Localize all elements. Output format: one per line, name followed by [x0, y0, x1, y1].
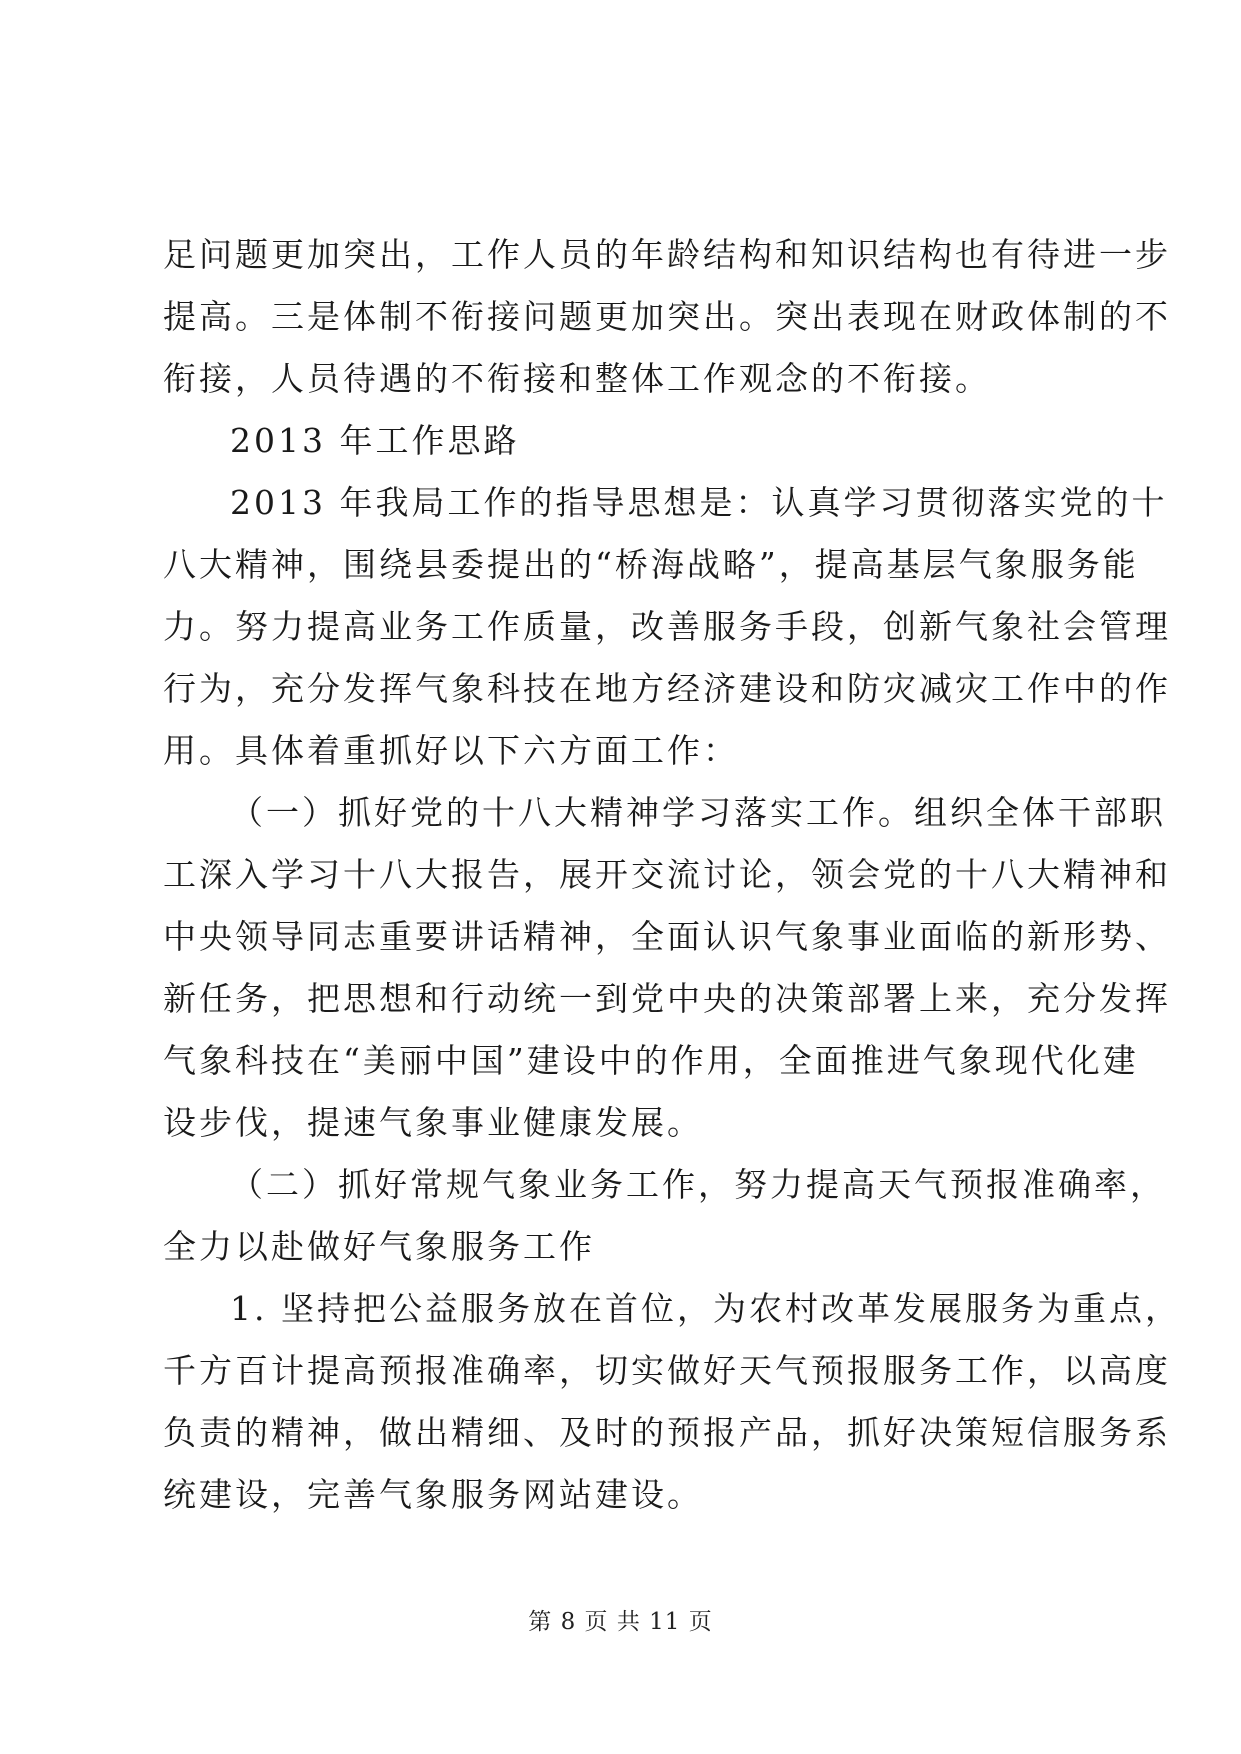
text-line: 2013 年我局工作的指导思想是：认真学习贯彻落实党的十	[230, 483, 1168, 522]
text-line: 气象科技在“美丽中国”建设中的作用，全面推进气象现代化建	[163, 1041, 1139, 1080]
text-line: 工深入学习十八大报告，展开交流讨论，领会党的十八大精神和	[163, 855, 1171, 894]
text-line: 统建设，完善气象服务网站建设。	[163, 1475, 703, 1514]
text-line: 行为，充分发挥气象科技在地方经济建设和防灾减灾工作中的作	[163, 669, 1171, 708]
text-line: 2013 年工作思路	[230, 421, 520, 460]
text-line: 负责的精神，做出精细、及时的预报产品，抓好决策短信服务系	[163, 1413, 1171, 1452]
text-line: 1. 坚持把公益服务放在首位，为农村改革发展服务为重点，	[230, 1289, 1181, 1328]
text-line: 力。努力提高业务工作质量，改善服务手段，创新气象社会管理	[163, 607, 1171, 646]
text-line: 千方百计提高预报准确率，切实做好天气预报服务工作，以高度	[163, 1351, 1171, 1390]
text-line: 足问题更加突出，工作人员的年龄结构和知识结构也有待进一步	[163, 235, 1171, 274]
text-line: 八大精神，围绕县委提出的“桥海战略”，提高基层气象服务能	[163, 545, 1139, 584]
text-line: （二）抓好常规气象业务工作，努力提高天气预报准确率，	[230, 1165, 1166, 1204]
text-line: （一）抓好党的十八大精神学习落实工作。组织全体干部职	[230, 793, 1166, 832]
text-line: 用。具体着重抓好以下六方面工作：	[163, 731, 739, 770]
text-line: 全力以赴做好气象服务工作	[163, 1227, 595, 1266]
text-line: 设步伐，提速气象事业健康发展。	[163, 1103, 703, 1142]
document-body	[163, 224, 1181, 1526]
text-line: 新任务，把思想和行动统一到党中央的决策部署上来，充分发挥	[163, 979, 1171, 1018]
text-line: 衔接，人员待遇的不衔接和整体工作观念的不衔接。	[163, 359, 991, 398]
text-line: 提高。三是体制不衔接问题更加突出。突出表现在财政体制的不	[163, 297, 1171, 336]
text-line: 中央领导同志重要讲话精神，全面认识气象事业面临的新形势、	[163, 917, 1171, 956]
page-footer: 第 8 页 共 11 页	[528, 1609, 713, 1635]
